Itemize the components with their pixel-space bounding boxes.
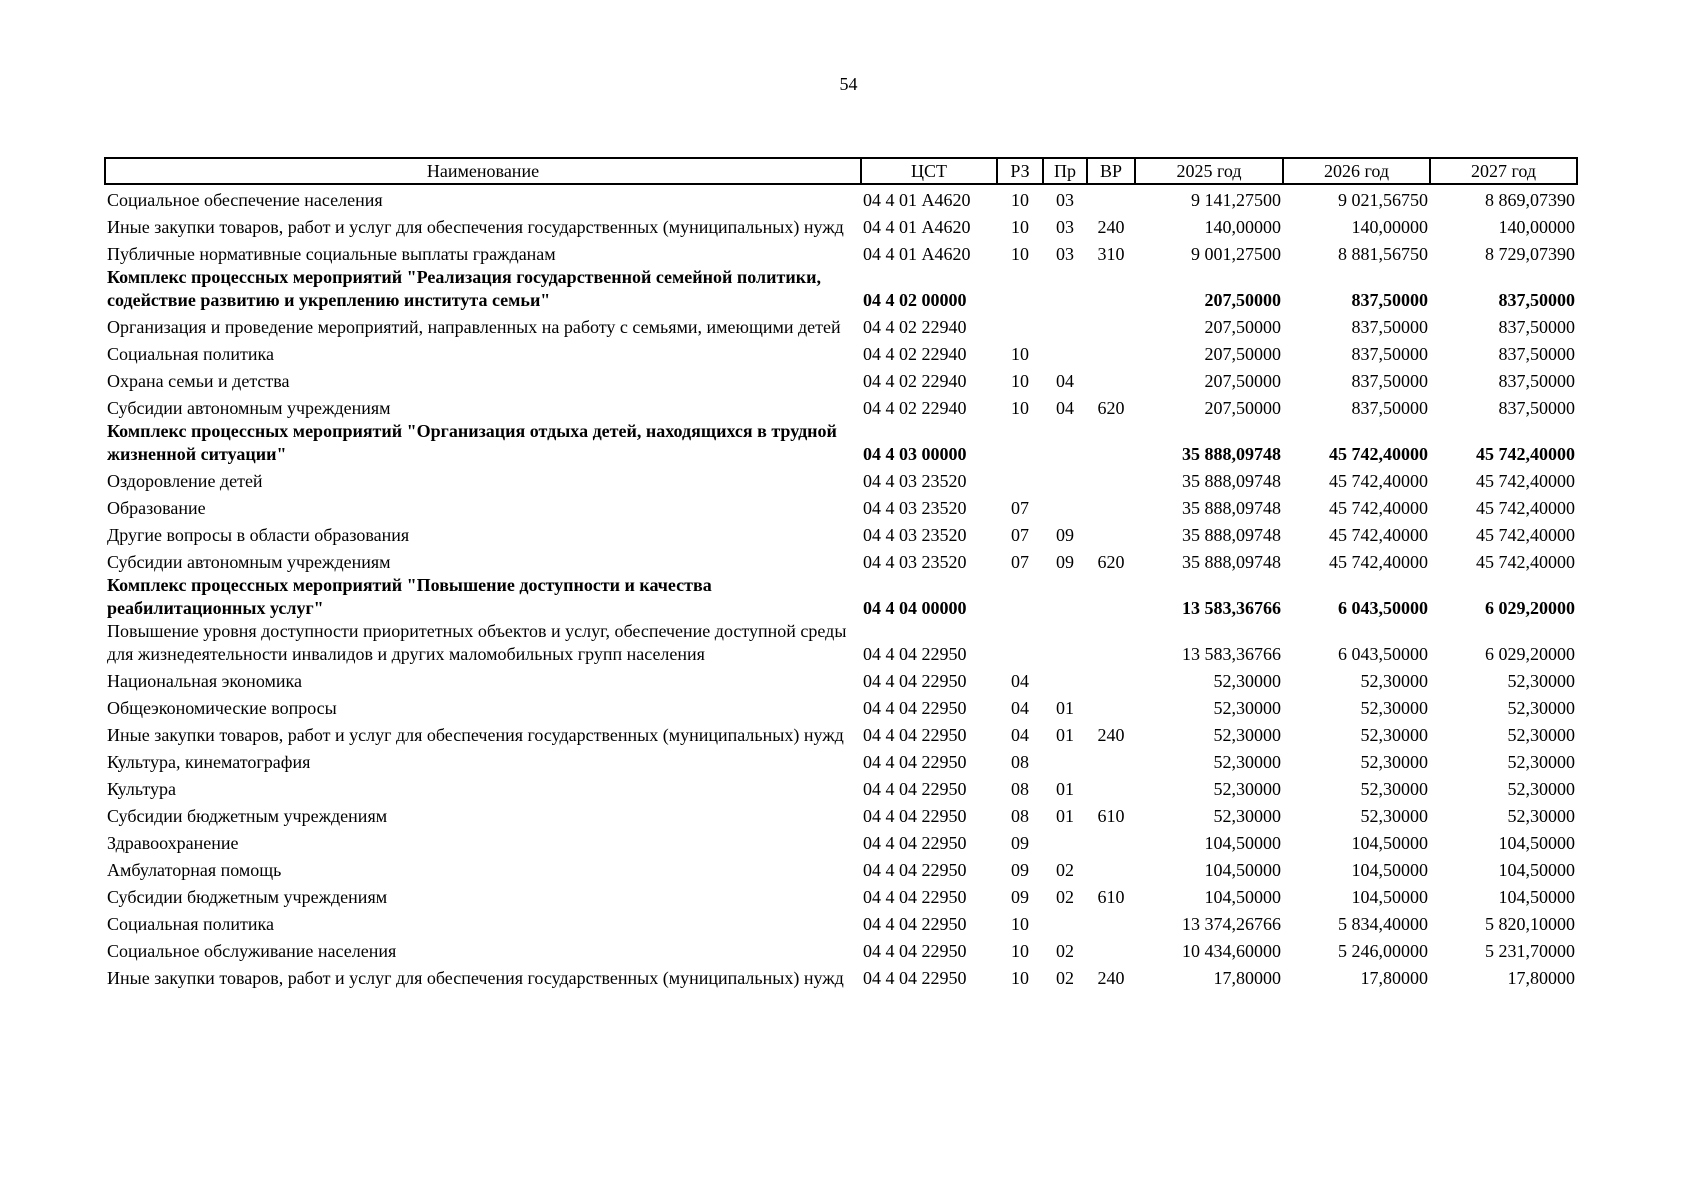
row-vr-cell: [1087, 909, 1135, 936]
row-rz-cell: 10: [1011, 217, 1029, 237]
row-2026-cell: 140,00000: [1351, 217, 1428, 237]
table-row: [105, 493, 1577, 520]
row-cst-cell: 04 4 03 23520: [863, 498, 967, 518]
row-pr-cell: 09: [1056, 552, 1074, 572]
table-row: [105, 828, 1577, 855]
row-rz-cell: 08: [1011, 752, 1029, 772]
row-vr-cell: 310: [1097, 244, 1125, 264]
row-pr-cell: [1043, 747, 1087, 774]
row-cst-cell: 04 4 04 00000: [863, 598, 967, 618]
row-2025-cell: 104,50000: [1204, 860, 1281, 880]
row-vr-cell: [1087, 493, 1135, 520]
row-2025-cell: 35 888,09748: [1182, 525, 1281, 545]
row-pr-cell: 03: [1056, 244, 1074, 264]
budget-table: [104, 157, 1578, 990]
row-vr-cell: [1087, 855, 1135, 882]
row-name-cell: Здравоохранение: [107, 833, 239, 853]
row-vr-cell: [1087, 620, 1135, 666]
row-name-cell: Социальное обслуживание населения: [107, 941, 397, 961]
row-name-cell: Организация и проведение мероприятий, направленных на работу с семьями, имеющими детей: [107, 317, 841, 337]
row-2025-cell: 104,50000: [1204, 887, 1281, 907]
header-vr: ВР: [1087, 158, 1135, 184]
row-2026-cell: 5 246,00000: [1338, 941, 1428, 961]
row-pr-cell: 01: [1056, 806, 1074, 826]
row-rz-cell: 07: [1011, 498, 1029, 518]
row-2026-cell: 17,80000: [1360, 968, 1428, 988]
row-vr-cell: [1087, 420, 1135, 466]
row-rz-cell: [997, 466, 1043, 493]
row-2026-cell: 52,30000: [1360, 752, 1428, 772]
row-2027-cell: 45 742,40000: [1476, 525, 1575, 545]
table-row: [105, 312, 1577, 339]
row-cst-cell: 04 4 04 22950: [863, 833, 967, 853]
row-rz-cell: 04: [1011, 698, 1029, 718]
row-cst-cell: 04 4 01 А4620: [863, 217, 971, 237]
row-vr-cell: [1087, 466, 1135, 493]
row-2025-cell: 10 434,60000: [1182, 941, 1281, 961]
row-name-cell: Иные закупки товаров, работ и услуг для обеспечения государственных (муниципальных) нужд: [107, 217, 844, 237]
row-name-cell: Социальное обеспечение населения: [107, 190, 383, 210]
row-pr-cell: 04: [1056, 371, 1074, 391]
row-rz-cell: 10: [1011, 371, 1029, 391]
row-vr-cell: 610: [1097, 887, 1125, 907]
row-2025-cell: 35 888,09748: [1182, 498, 1281, 518]
row-vr-cell: 240: [1097, 968, 1125, 988]
row-2025-cell: 207,50000: [1204, 398, 1281, 418]
row-pr-cell: [1043, 312, 1087, 339]
row-2025-cell: 52,30000: [1213, 671, 1281, 691]
row-name-cell: Социальная политика: [107, 344, 274, 364]
row-cst-cell: 04 4 04 22950: [863, 644, 967, 664]
table-row: [105, 720, 1577, 747]
row-2026-cell: 104,50000: [1351, 833, 1428, 853]
row-rz-cell: 04: [1011, 671, 1029, 691]
row-2026-cell: 52,30000: [1360, 698, 1428, 718]
row-rz-cell: 10: [1011, 914, 1029, 934]
row-pr-cell: 02: [1056, 968, 1074, 988]
row-cst-cell: 04 4 04 22950: [863, 914, 967, 934]
row-pr-cell: [1043, 620, 1087, 666]
row-2026-cell: 52,30000: [1360, 806, 1428, 826]
row-2025-cell: 35 888,09748: [1182, 471, 1281, 491]
row-cst-cell: 04 4 04 22950: [863, 941, 967, 961]
page-number: 54: [839, 74, 858, 94]
row-rz-cell: 08: [1011, 806, 1029, 826]
row-vr-cell: 610: [1097, 806, 1125, 826]
row-2026-cell: 45 742,40000: [1329, 471, 1428, 491]
row-2026-cell: 8 881,56750: [1338, 244, 1428, 264]
table-row: [105, 801, 1577, 828]
table-row: [105, 466, 1577, 493]
row-2026-cell: 104,50000: [1351, 860, 1428, 880]
row-2025-cell: 207,50000: [1204, 371, 1281, 391]
table-row: [105, 620, 1577, 666]
row-2025-cell: 52,30000: [1213, 698, 1281, 718]
table-row: [105, 547, 1577, 574]
row-cst-cell: 04 4 04 22950: [863, 806, 967, 826]
row-vr-cell: 620: [1097, 552, 1125, 572]
table-body: [105, 184, 1577, 990]
row-pr-cell: [1043, 909, 1087, 936]
row-2025-cell: 9 141,27500: [1191, 190, 1281, 210]
table-row: [105, 393, 1577, 420]
row-pr-cell: [1043, 493, 1087, 520]
row-rz-cell: 10: [1011, 398, 1029, 418]
row-2025-cell: 207,50000: [1204, 290, 1281, 310]
row-2025-cell: 13 583,36766: [1182, 644, 1281, 664]
row-cst-cell: 04 4 02 22940: [863, 398, 967, 418]
row-2027-cell: 45 742,40000: [1476, 471, 1575, 491]
table-row: [105, 339, 1577, 366]
row-2025-cell: 13 374,26766: [1182, 914, 1281, 934]
row-2027-cell: 104,50000: [1498, 833, 1575, 853]
row-cst-cell: 04 4 04 22950: [863, 860, 967, 880]
header-2025: 2025 год: [1135, 158, 1283, 184]
row-cst-cell: 04 4 04 22950: [863, 725, 967, 745]
row-2025-cell: 140,00000: [1204, 217, 1281, 237]
table-row: [105, 520, 1577, 547]
row-2027-cell: 45 742,40000: [1476, 552, 1575, 572]
row-2025-cell: 52,30000: [1213, 779, 1281, 799]
row-vr-cell: [1087, 774, 1135, 801]
row-pr-cell: [1043, 666, 1087, 693]
row-cst-cell: 04 4 04 22950: [863, 671, 967, 691]
row-name-cell: Иные закупки товаров, работ и услуг для обеспечения государственных (муниципальных) нужд: [107, 968, 844, 988]
row-2027-cell: 837,50000: [1498, 398, 1575, 418]
row-name-cell: Субсидии бюджетным учреждениям: [107, 806, 388, 826]
header-2026: 2026 год: [1283, 158, 1430, 184]
row-rz-cell: 09: [1011, 833, 1029, 853]
row-rz-cell: 07: [1011, 552, 1029, 572]
table-row: [105, 420, 1577, 466]
row-vr-cell: [1087, 828, 1135, 855]
row-2027-cell: 52,30000: [1507, 806, 1575, 826]
row-name-cell: Общеэкономические вопросы: [107, 698, 337, 718]
row-2027-cell: 52,30000: [1507, 725, 1575, 745]
row-cst-cell: 04 4 02 22940: [863, 344, 967, 364]
header-2027: 2027 год: [1430, 158, 1577, 184]
table-row: [105, 963, 1577, 990]
row-2025-cell: 17,80000: [1213, 968, 1281, 988]
row-pr-cell: 09: [1056, 525, 1074, 545]
row-2027-cell: 8 729,07390: [1485, 244, 1575, 264]
row-2025-cell: 52,30000: [1213, 752, 1281, 772]
row-cst-cell: 04 4 02 22940: [863, 371, 967, 391]
row-rz-cell: [997, 620, 1043, 666]
row-2025-cell: 35 888,09748: [1182, 552, 1281, 572]
row-cst-cell: 04 4 03 23520: [863, 471, 967, 491]
row-cst-cell: 04 4 02 00000: [863, 290, 967, 310]
row-cst-cell: 04 4 01 А4620: [863, 190, 971, 210]
row-cst-cell: 04 4 03 23520: [863, 552, 967, 572]
header-name: Наименование: [105, 158, 861, 184]
row-rz-cell: 09: [1011, 887, 1029, 907]
row-2025-cell: 104,50000: [1204, 833, 1281, 853]
row-2026-cell: 837,50000: [1351, 371, 1428, 391]
row-vr-cell: [1087, 312, 1135, 339]
table-row: [105, 366, 1577, 393]
row-name-cell: Комплекс процессных мероприятий "Повышение доступности и качества реабилитационных услуг": [107, 575, 712, 618]
table-row: [105, 855, 1577, 882]
row-2026-cell: 6 043,50000: [1338, 598, 1428, 618]
row-name-cell: Культура, кинематография: [107, 752, 311, 772]
row-rz-cell: 04: [1011, 725, 1029, 745]
row-name-cell: Иные закупки товаров, работ и услуг для обеспечения государственных (муниципальных) нужд: [107, 725, 844, 745]
row-2027-cell: 104,50000: [1498, 887, 1575, 907]
row-vr-cell: [1087, 520, 1135, 547]
row-2027-cell: 52,30000: [1507, 671, 1575, 691]
row-pr-cell: 02: [1056, 860, 1074, 880]
row-2027-cell: 104,50000: [1498, 860, 1575, 880]
row-name-cell: Публичные нормативные социальные выплаты гражданам: [107, 244, 556, 264]
row-2027-cell: 5 231,70000: [1485, 941, 1575, 961]
table-row: [105, 936, 1577, 963]
row-name-cell: Амбулаторная помощь: [107, 860, 282, 880]
row-2025-cell: 9 001,27500: [1191, 244, 1281, 264]
row-rz-cell: 08: [1011, 779, 1029, 799]
table-row: [105, 774, 1577, 801]
row-rz-cell: 10: [1011, 244, 1029, 264]
row-rz-cell: 10: [1011, 941, 1029, 961]
row-2027-cell: 837,50000: [1498, 344, 1575, 364]
row-2025-cell: 13 583,36766: [1182, 598, 1281, 618]
table-row: [105, 693, 1577, 720]
table-row: [105, 212, 1577, 239]
row-cst-cell: 04 4 02 22940: [863, 317, 967, 337]
row-2027-cell: 45 742,40000: [1476, 498, 1575, 518]
row-name-cell: Субсидии автономным учреждениям: [107, 398, 391, 418]
row-name-cell: Другие вопросы в области образования: [107, 525, 410, 545]
row-cst-cell: 04 4 04 22950: [863, 887, 967, 907]
row-2027-cell: 6 029,20000: [1485, 598, 1575, 618]
row-2026-cell: 5 834,40000: [1338, 914, 1428, 934]
row-vr-cell: 620: [1097, 398, 1125, 418]
row-vr-cell: 240: [1097, 217, 1125, 237]
row-2026-cell: 45 742,40000: [1329, 444, 1428, 464]
row-2026-cell: 837,50000: [1351, 398, 1428, 418]
row-2026-cell: 45 742,40000: [1329, 525, 1428, 545]
row-name-cell: Субсидии автономным учреждениям: [107, 552, 391, 572]
row-rz-cell: 10: [1011, 968, 1029, 988]
row-cst-cell: 04 4 03 23520: [863, 525, 967, 545]
row-vr-cell: [1087, 339, 1135, 366]
header-cst: ЦСТ: [861, 158, 997, 184]
row-vr-cell: [1087, 666, 1135, 693]
table-row: [105, 909, 1577, 936]
row-vr-cell: [1087, 747, 1135, 774]
row-2025-cell: 52,30000: [1213, 725, 1281, 745]
row-2026-cell: 837,50000: [1351, 317, 1428, 337]
row-pr-cell: 02: [1056, 887, 1074, 907]
table-row: [105, 666, 1577, 693]
table-row: [105, 266, 1577, 312]
row-rz-cell: [997, 420, 1043, 466]
row-2027-cell: 837,50000: [1498, 290, 1575, 310]
row-pr-cell: [1043, 339, 1087, 366]
row-pr-cell: [1043, 266, 1087, 312]
row-vr-cell: 240: [1097, 725, 1125, 745]
table-row: [105, 747, 1577, 774]
row-rz-cell: 09: [1011, 860, 1029, 880]
row-2025-cell: 207,50000: [1204, 317, 1281, 337]
row-pr-cell: 02: [1056, 941, 1074, 961]
row-rz-cell: [997, 574, 1043, 620]
row-2027-cell: 45 742,40000: [1476, 444, 1575, 464]
row-vr-cell: [1087, 184, 1135, 212]
row-2027-cell: 6 029,20000: [1485, 644, 1575, 664]
row-2026-cell: 837,50000: [1351, 290, 1428, 310]
row-2025-cell: 207,50000: [1204, 344, 1281, 364]
row-rz-cell: [997, 266, 1043, 312]
row-pr-cell: 03: [1056, 217, 1074, 237]
row-pr-cell: 01: [1056, 725, 1074, 745]
header-rz: РЗ: [997, 158, 1043, 184]
row-name-cell: Образование: [107, 498, 206, 518]
row-vr-cell: [1087, 574, 1135, 620]
row-name-cell: Субсидии бюджетным учреждениям: [107, 887, 388, 907]
row-2026-cell: 837,50000: [1351, 344, 1428, 364]
row-2026-cell: 45 742,40000: [1329, 552, 1428, 572]
row-pr-cell: 04: [1056, 398, 1074, 418]
row-2026-cell: 9 021,56750: [1338, 190, 1428, 210]
row-2027-cell: 52,30000: [1507, 752, 1575, 772]
row-pr-cell: 03: [1056, 190, 1074, 210]
row-2026-cell: 52,30000: [1360, 671, 1428, 691]
row-vr-cell: [1087, 266, 1135, 312]
row-rz-cell: [997, 312, 1043, 339]
row-2027-cell: 140,00000: [1498, 217, 1575, 237]
table-row: [105, 574, 1577, 620]
row-cst-cell: 04 4 01 А4620: [863, 244, 971, 264]
row-2025-cell: 35 888,09748: [1182, 444, 1281, 464]
row-2026-cell: 52,30000: [1360, 779, 1428, 799]
row-2025-cell: 52,30000: [1213, 806, 1281, 826]
row-name-cell: Комплекс процессных мероприятий "Организация отдыха детей, находящихся в трудной жизненной ситуации": [107, 421, 837, 464]
table-row: [105, 239, 1577, 266]
row-pr-cell: [1043, 420, 1087, 466]
row-name-cell: Социальная политика: [107, 914, 274, 934]
row-rz-cell: 10: [1011, 190, 1029, 210]
row-vr-cell: [1087, 366, 1135, 393]
row-name-cell: Комплекс процессных мероприятий "Реализация государственной семейной политики, содействие развитию и укреплению института семьи": [107, 267, 821, 310]
row-2027-cell: 17,80000: [1507, 968, 1575, 988]
row-pr-cell: [1043, 574, 1087, 620]
header-pr: Пр: [1043, 158, 1087, 184]
row-cst-cell: 04 4 04 22950: [863, 698, 967, 718]
table-row: [105, 184, 1577, 212]
row-rz-cell: 10: [1011, 344, 1029, 364]
table-header-row: [105, 158, 1577, 184]
row-name-cell: Повышение уровня доступности приоритетных объектов и услуг, обеспечение доступной среды для жизнедеятельности инвалидов и других маломобильных групп населения: [107, 621, 847, 664]
row-2027-cell: 8 869,07390: [1485, 190, 1575, 210]
row-2027-cell: 837,50000: [1498, 371, 1575, 391]
row-2026-cell: 6 043,50000: [1338, 644, 1428, 664]
row-cst-cell: 04 4 04 22950: [863, 752, 967, 772]
row-vr-cell: [1087, 936, 1135, 963]
row-pr-cell: 01: [1056, 779, 1074, 799]
row-name-cell: Культура: [107, 779, 176, 799]
row-2027-cell: 5 820,10000: [1485, 914, 1575, 934]
row-cst-cell: 04 4 04 22950: [863, 968, 967, 988]
row-name-cell: Национальная экономика: [107, 671, 302, 691]
row-2026-cell: 52,30000: [1360, 725, 1428, 745]
row-name-cell: Оздоровление детей: [107, 471, 263, 491]
row-pr-cell: [1043, 466, 1087, 493]
table-row: [105, 882, 1577, 909]
row-2027-cell: 52,30000: [1507, 779, 1575, 799]
row-vr-cell: [1087, 693, 1135, 720]
row-2027-cell: 52,30000: [1507, 698, 1575, 718]
row-pr-cell: 01: [1056, 698, 1074, 718]
row-cst-cell: 04 4 03 00000: [863, 444, 967, 464]
row-2026-cell: 45 742,40000: [1329, 498, 1428, 518]
row-2026-cell: 104,50000: [1351, 887, 1428, 907]
row-rz-cell: 07: [1011, 525, 1029, 545]
row-name-cell: Охрана семьи и детства: [107, 371, 290, 391]
row-pr-cell: [1043, 828, 1087, 855]
row-2027-cell: 837,50000: [1498, 317, 1575, 337]
row-cst-cell: 04 4 04 22950: [863, 779, 967, 799]
